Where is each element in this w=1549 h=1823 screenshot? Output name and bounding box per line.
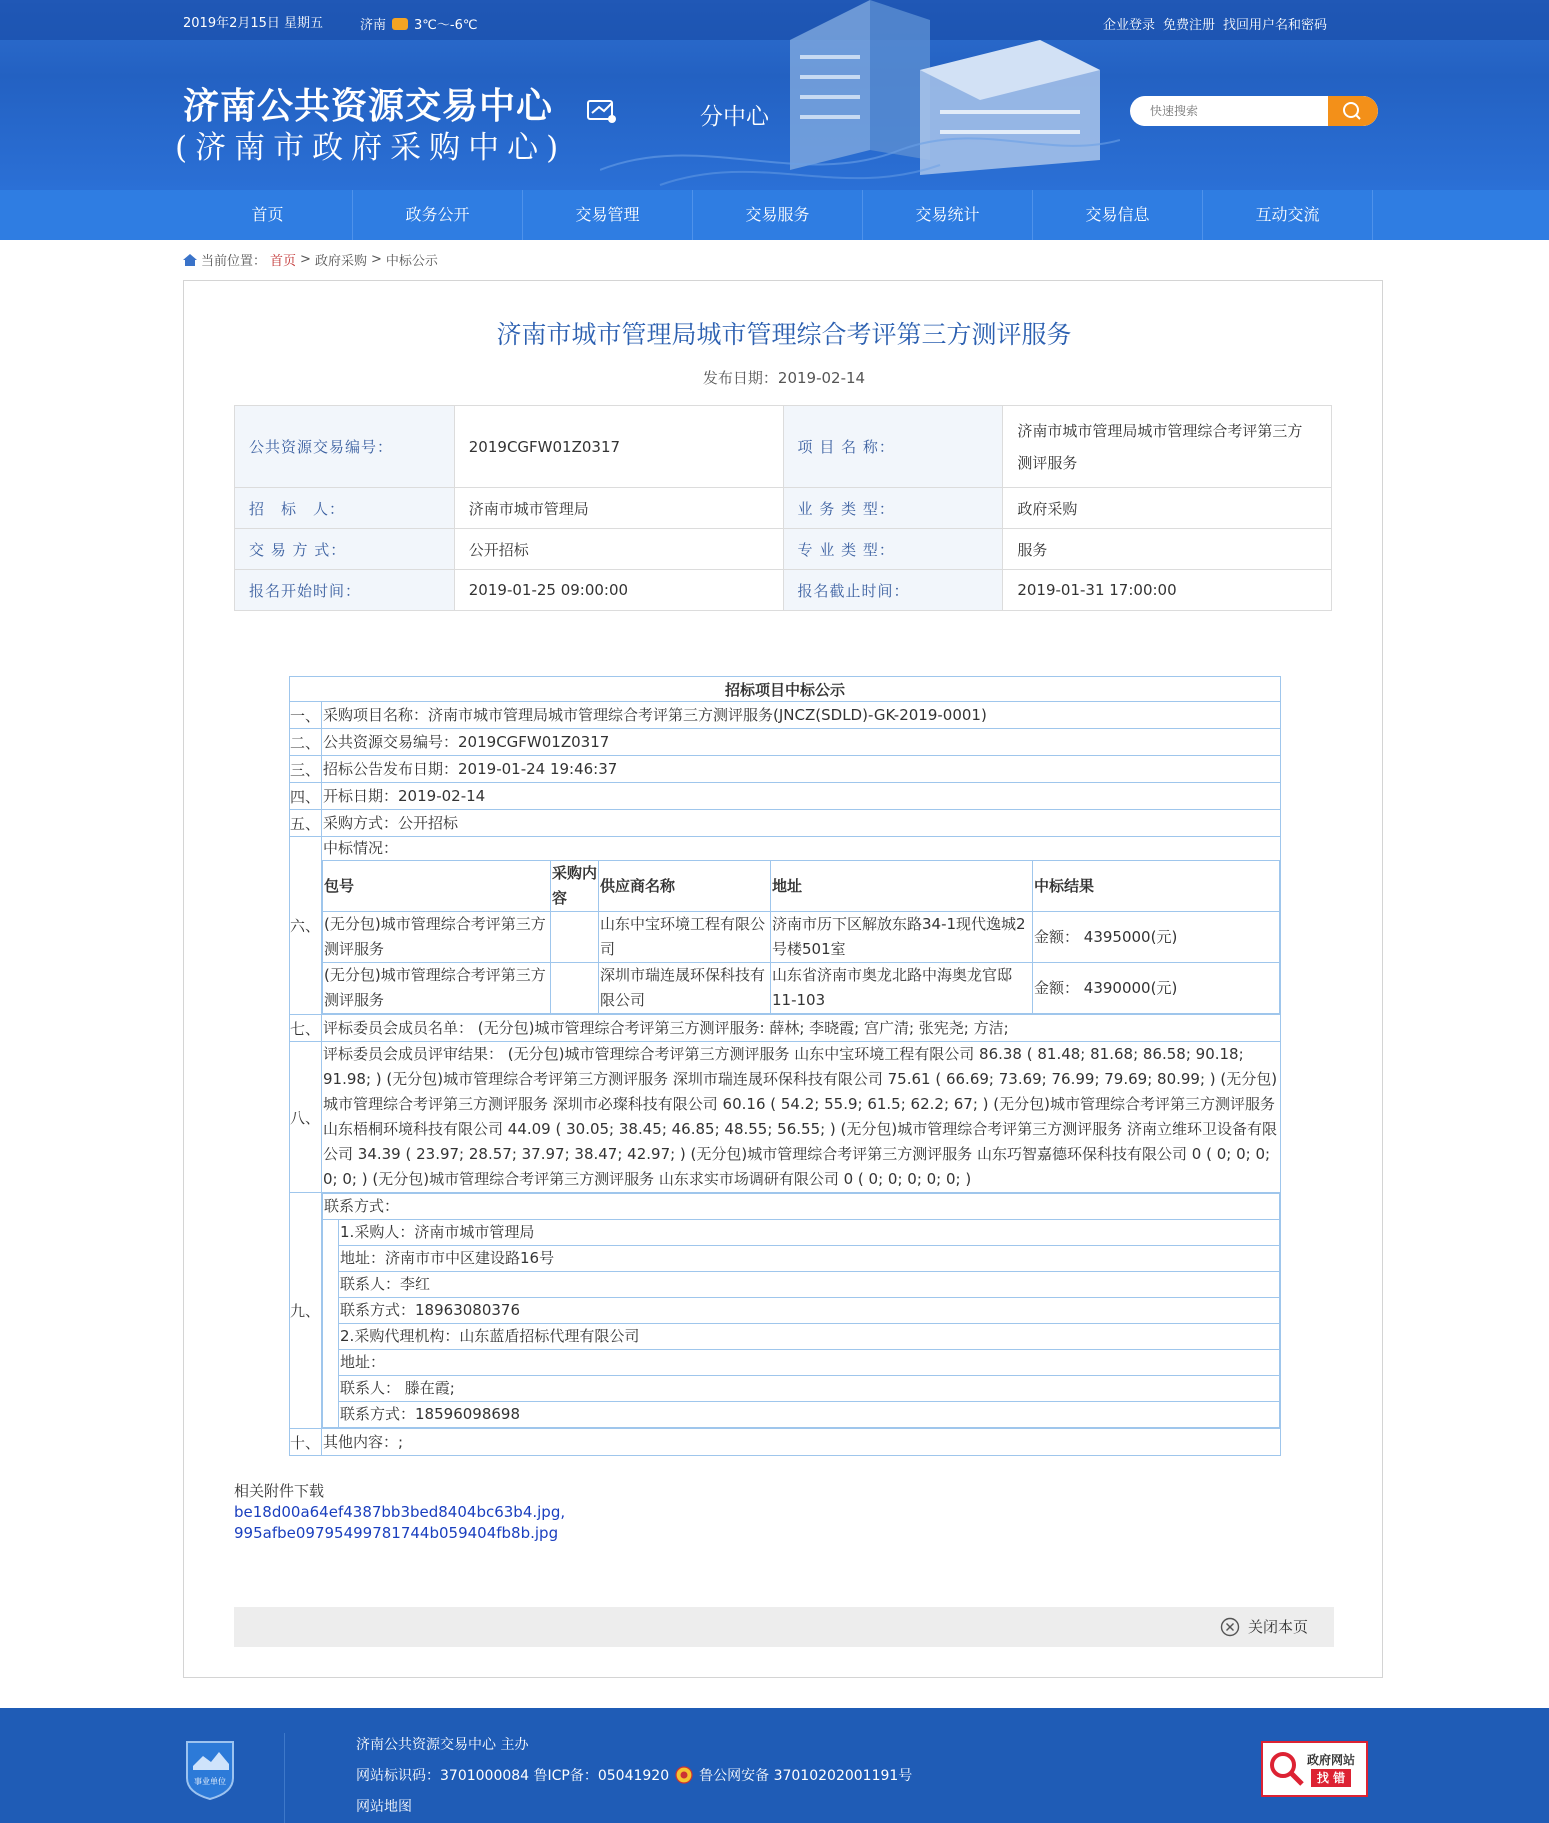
item-number: 六、 [290, 837, 322, 1015]
col-address: 地址 [771, 861, 1033, 912]
cell-package: (无分包)城市管理综合考评第三方测评服务 [323, 963, 551, 1014]
cell-result: 金额： 4390000(元) [1033, 963, 1280, 1014]
gov-site-report-error-button[interactable] [1261, 1741, 1368, 1797]
search-icon [1328, 96, 1378, 126]
agency-phone: 联系方式：18596098698 [339, 1402, 1280, 1428]
breadcrumb-separator: > [300, 252, 311, 267]
header [0, 0, 1549, 190]
police-badge-icon [675, 1766, 693, 1784]
label-professional-type: 专 业 类 型： [783, 529, 1003, 570]
agency: 2.采购代理机构：山东蓝盾招标代理有限公司 [339, 1324, 1280, 1350]
value-professional-type: 服务 [1003, 529, 1332, 570]
nav-government-affairs[interactable]: 政务公开 [353, 190, 523, 240]
site-subtitle: (济南市政府采购中心) [175, 130, 567, 166]
award-results-table [322, 860, 1280, 1014]
other-content: 其他内容：; [322, 1429, 1281, 1456]
footer [0, 1708, 1549, 1823]
label-signup-end: 报名截止时间： [783, 570, 1003, 611]
cell-content [551, 963, 599, 1014]
item-number: 八、 [290, 1042, 322, 1193]
attachment-link[interactable]: be18d00a64ef4387bb3bed8404bc63b4.jpg, [234, 1503, 566, 1521]
value-tenderer: 济南市城市管理局 [454, 488, 783, 529]
purchaser-contact-person: 联系人：李红 [339, 1272, 1280, 1298]
item-number: 五、 [290, 810, 322, 837]
site-title: 济南公共资源交易中心 [183, 85, 554, 127]
close-bar [234, 1607, 1334, 1647]
label-trade-method: 交 易 方 式： [235, 529, 455, 570]
evaluation-committee: 评标委员会成员名单： (无分包)城市管理综合考评第三方测评服务: 薛林; 李晓霞; 宫广清; 张宪尧; 方洁; [322, 1015, 1281, 1042]
item-number: 九、 [290, 1193, 322, 1429]
footer-divider [284, 1733, 285, 1823]
trade-number: 公共资源交易编号：2019CGFW01Z0317 [322, 729, 1281, 756]
item-number: 十、 [290, 1429, 322, 1456]
breadcrumb [183, 250, 438, 269]
magnifier-icon [1267, 1749, 1307, 1789]
breadcrumb-separator: > [370, 252, 382, 267]
label-signup-start: 报名开始时间： [235, 570, 455, 611]
nav-interaction[interactable]: 互动交流 [1203, 190, 1373, 240]
weather-city: 济南 [360, 18, 387, 33]
nav-trade-service[interactable]: 交易服务 [693, 190, 863, 240]
project-info-table [234, 405, 1332, 611]
cell-address: 济南市历下区解放东路34-1现代逸城2号楼501室 [771, 912, 1033, 963]
col-package: 包号 [323, 861, 551, 912]
footer-sitemap-link[interactable]: 网站地图 [356, 1799, 412, 1815]
col-supplier: 供应商名称 [599, 861, 771, 912]
announcement-heading: 招标项目中标公示 [290, 677, 1281, 702]
nav-trade-management[interactable]: 交易管理 [523, 190, 693, 240]
article-container [183, 280, 1383, 1678]
nav-trade-statistics[interactable]: 交易统计 [863, 190, 1033, 240]
agency-address: 地址： [339, 1350, 1280, 1376]
cell-supplier: 深圳市瑞连晟环保科技有限公司 [599, 963, 771, 1014]
col-result: 中标结果 [1033, 861, 1280, 912]
agency-contact-person: 联系人： 滕在霞; [339, 1376, 1280, 1402]
top-links [1103, 14, 1327, 33]
footer-host: 济南公共资源交易中心 主办 [356, 1737, 529, 1753]
weather-temperature: 3℃～-6℃ [414, 18, 478, 33]
bid-opening-date: 开标日期：2019-02-14 [322, 783, 1281, 810]
item-number: 四、 [290, 783, 322, 810]
nav-home[interactable]: 首页 [183, 190, 353, 240]
notice-publish-date: 招标公告发布日期：2019-01-24 19:46:37 [322, 756, 1281, 783]
home-icon [183, 254, 197, 266]
close-page-label: 关闭本页 [1247, 1618, 1308, 1636]
item-number: 一、 [290, 702, 322, 729]
search-box [1130, 96, 1378, 126]
award-announcement-table [289, 676, 1281, 1456]
label-trade-number: 公共资源交易编号： [235, 406, 455, 488]
purchaser-phone: 联系方式：18963080376 [339, 1298, 1280, 1324]
table-row [323, 963, 1280, 1014]
footer-icp: 网站标识码：3701000084 鲁ICP备：05041920 [356, 1768, 670, 1784]
footer-police-record[interactable]: 鲁公网安备 37010202001191号 [699, 1768, 913, 1784]
contact-table [322, 1193, 1280, 1428]
recover-account-link[interactable]: 找回用户名和密码 [1222, 18, 1327, 33]
attachments [234, 1481, 565, 1544]
procurement-project-name: 采购项目名称：济南市城市管理局城市管理综合考评第三方测评服务(JNCZ(SDLD)-GK-2019-0001) [322, 702, 1281, 729]
purchaser-address: 地址：济南市市中区建设路16号 [339, 1246, 1280, 1272]
item-number: 三、 [290, 756, 322, 783]
label-tenderer: 招 标 人： [235, 488, 455, 529]
weather [360, 14, 477, 33]
cell-package: (无分包)城市管理综合考评第三方测评服务 [323, 912, 551, 963]
cell-supplier: 山东中宝环境工程有限公司 [599, 912, 771, 963]
breadcrumb-prefix: 当前位置： [201, 254, 267, 269]
item-number: 七、 [290, 1015, 322, 1042]
report-error-label: 找 错 [1311, 1769, 1351, 1787]
col-content: 采购内容 [551, 861, 599, 912]
value-business-type: 政府采购 [1003, 488, 1332, 529]
branch-center-link[interactable]: 分中心 [700, 104, 769, 130]
evaluation-results: 评标委员会成员评审结果： (无分包)城市管理综合考评第三方测评服务 山东中宝环境工程有限公司 86.38 ( 81.48; 81.68; 86.58; 90.18; 91.98; ) (无分包)城市管理综合考评第三方测评服务 深圳市瑞连晟环保科技有限公司 75.61 ( 66.69; 73.69; 76.99; 79.69; 80.99; ) (无分包)城市管理综合考评第三方测评服务 深圳市必璨科技有限公司 60.16 ( 54.2; 55.9; 61.5; 62.2; 67; ) (无分包)城市管理综合考评第三方测评服务 山东梧桐环境科技有限公司 44.09 ( 30.05; 38.45; 46.85; 48.55; 56.55; ) (无分包)城市管理综合考评第三方测评服务 济南立维环卫设备有限公司 34.39 ( 23.97; 28.57; 37.97; 38.47; 42.97; ) (无分包)城市管理综合考评第三方测评服务 山东巧智嘉德环保科技有限公司 0 ( 0; 0; 0; 0; 0; ) (无分包)城市管理综合考评第三方测评服务 山东求实市场调研有限公司 0 ( 0; 0; 0; 0; 0; ) [322, 1042, 1281, 1193]
value-trade-number: 2019CGFW01Z0317 [454, 406, 783, 488]
article-title: 济南市城市管理局城市管理综合考评第三方测评服务 [496, 320, 1072, 349]
publish-date: 发布日期：2019-02-14 [702, 369, 866, 387]
gov-site-label: 政府网站 [1307, 1753, 1356, 1767]
label-project-name: 项 目 名 称： [783, 406, 1003, 488]
attachment-link[interactable]: 995afbe09795499781744b059404fb8b.jpg [234, 1524, 559, 1542]
attachments-title: 相关附件下载 [234, 1482, 325, 1500]
nav-trade-info[interactable]: 交易信息 [1033, 190, 1203, 240]
enterprise-login-link[interactable]: 企业登录 [1102, 18, 1155, 33]
emblem-text: 事业单位 [194, 1777, 226, 1786]
main-nav [0, 190, 1549, 240]
current-date: 2019年2月15日 星期五 [183, 16, 324, 31]
sun-icon [392, 18, 408, 30]
breadcrumb-government-procurement[interactable]: 政府采购 [314, 254, 367, 269]
register-link[interactable]: 免费注册 [1162, 18, 1215, 33]
breadcrumb-home[interactable]: 首页 [270, 254, 297, 269]
value-project-name: 济南市城市管理局城市管理综合考评第三方测评服务 [1003, 406, 1332, 488]
label-business-type: 业 务 类 型： [783, 488, 1003, 529]
cell-address: 山东省济南市奥龙北路中海奥龙官邸11-103 [771, 963, 1033, 1014]
search-button[interactable] [1328, 96, 1378, 126]
search-input[interactable] [1130, 96, 1330, 126]
public-institution-emblem-icon[interactable] [183, 1738, 237, 1800]
value-signup-start: 2019-01-25 09:00:00 [454, 570, 783, 611]
wave-decoration [600, 110, 1120, 190]
handshake-icon[interactable] [585, 93, 619, 127]
cell-result: 金额： 4395000(元) [1033, 912, 1280, 963]
close-icon [1220, 1617, 1240, 1637]
cell-content [551, 912, 599, 963]
procurement-method: 采购方式：公开招标 [322, 810, 1281, 837]
award-status-label: 中标情况： [323, 839, 399, 857]
contact-heading: 联系方式： [323, 1194, 1280, 1220]
breadcrumb-award-notice[interactable]: 中标公示 [385, 254, 438, 269]
value-trade-method: 公开招标 [454, 529, 783, 570]
gov-site-text [1307, 1751, 1355, 1787]
footer-registration [356, 1765, 912, 1785]
close-page-button[interactable] [1220, 1616, 1308, 1637]
item-number: 二、 [290, 729, 322, 756]
purchaser: 1.采购人：济南市城市管理局 [339, 1220, 1280, 1246]
value-signup-end: 2019-01-31 17:00:00 [1003, 570, 1332, 611]
table-row [323, 912, 1280, 963]
